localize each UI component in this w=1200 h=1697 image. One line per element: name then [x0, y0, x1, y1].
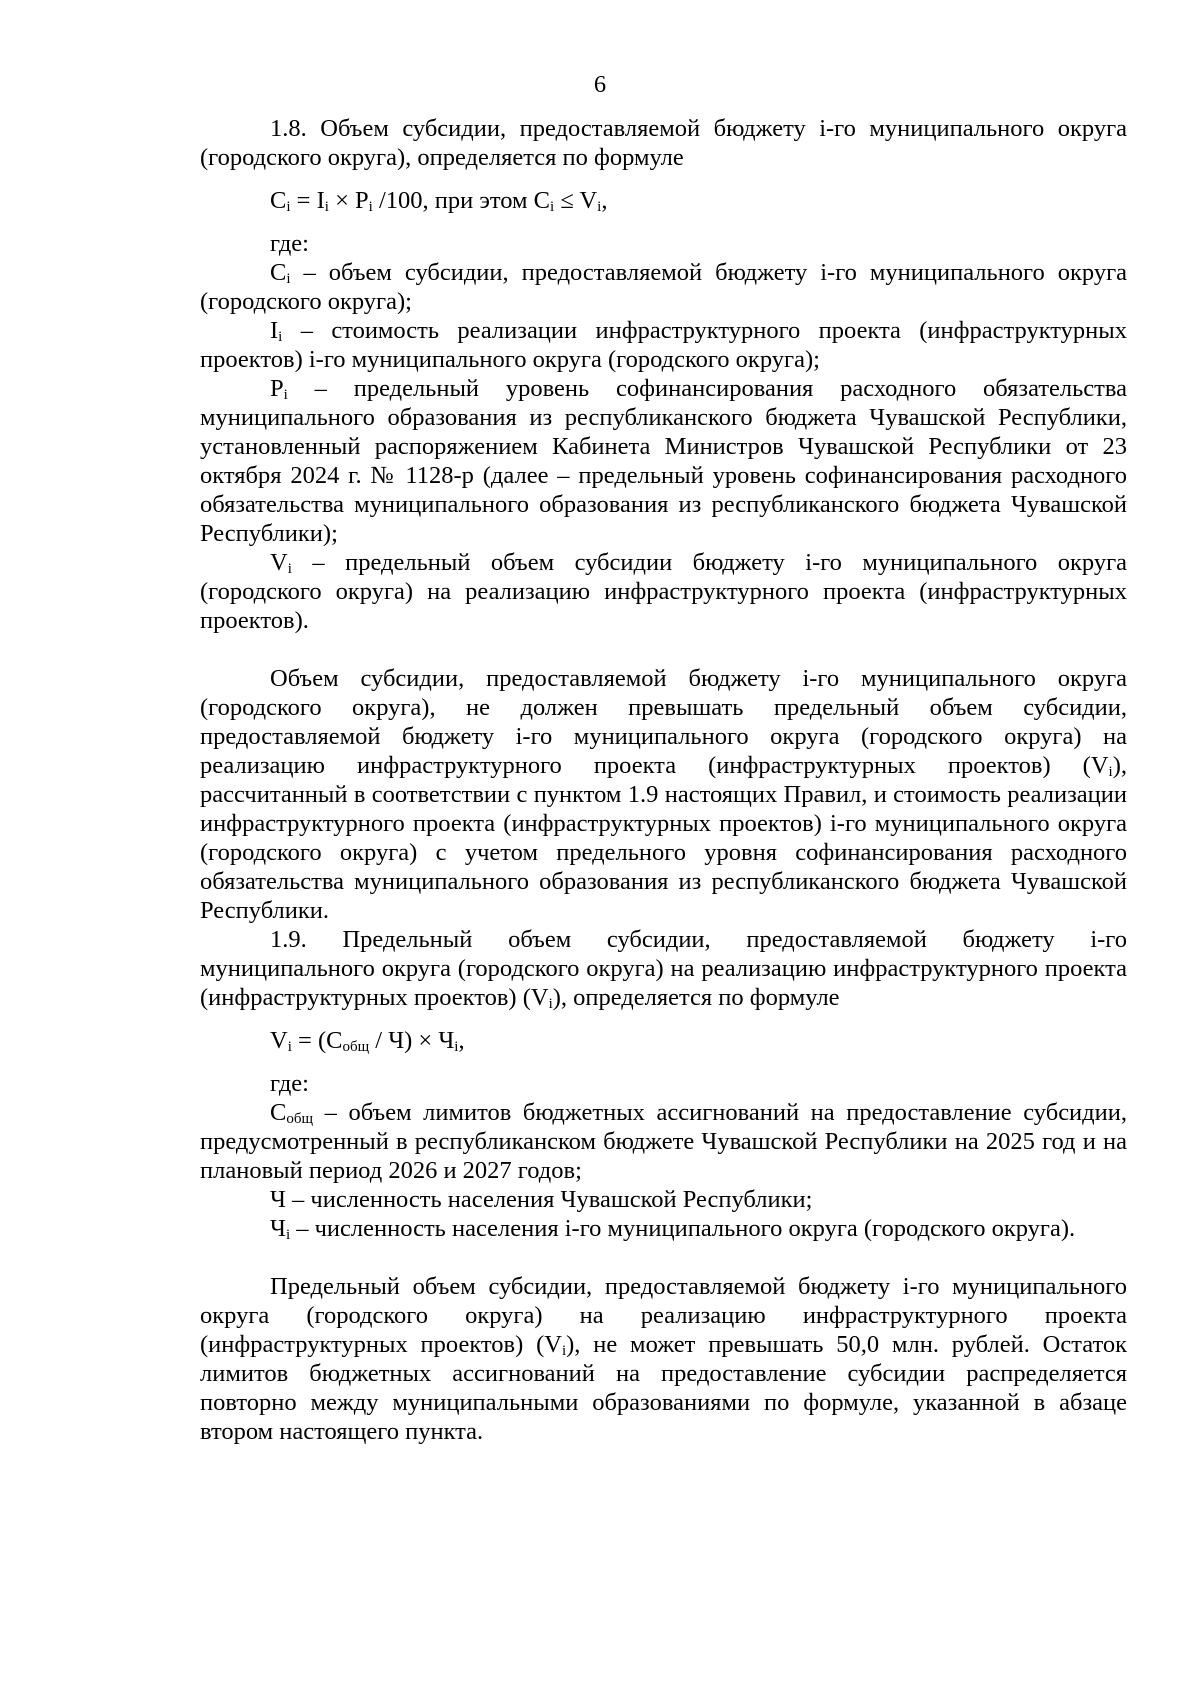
section-1-8-paragraph-2: Объем субсидии, предоставляемой бюджету i-го муниципального округа (городского округа), не должен превышать предельный объем субсидии, предоставляемой бюджету i-го муниципального округа (городского округа) на реализацию инфраструктурного проекта (инфраструктурных проектов) $(V_i)$, рассчитанный в соответствии с пунктом 1.9 настоящих Правил, и стоимость реализации инфраструктурного проекта (инфраструктурных проектов) i-го муниципального округа (городского округа) с учетом предельного уровня софинансирования расходного обязательства муниципального образования из республиканского бюджета Чувашской Республики.	[200, 665, 1127, 924]
where-label-1: где:	[270, 230, 309, 257]
definition-i-i: $I_i$ – стоимость реализации инфраструктурного проекта (инфраструктурных проектов) i-го муниципального округа (городского округа);	[200, 317, 1127, 373]
page-number: 6	[593, 71, 607, 98]
section-1-9-intro: 1.9. Предельный объем субсидии, предоставляемой бюджету i-го муниципального округа (городского округа) на реализацию инфраструктурного проекта (инфраструктурных проектов) $(V_i)$, определяется по формуле	[200, 926, 1127, 1012]
formula-v-i: $V_i = (C_{общ} / Ч) \times Ч_i$,	[270, 1027, 465, 1055]
definition-p-i: $P_i$ – предельный уровень софинансирования расходного обязательства муниципального образования из республиканского бюджета Чувашской Республики, установленный распоряжением Кабинета Министров Чувашской Республики от 23 октября 2024 г. № 1128-р (далее – предельный уровень софинансирования расходного обязательства муниципального образования из республиканского бюджета Чувашской Республики);	[200, 375, 1127, 547]
document-body	[200, 114, 1127, 1446]
definition-v-i: $V_i$ – предельный объем субсидии бюджету i-го муниципального округа (городского округа) на реализацию инфраструктурного проекта (инфраструктурных проектов).	[200, 549, 1127, 634]
where-label-2: где:	[270, 1070, 309, 1097]
definition-ch-i: $Ч_i$ – численность населения i-го муниципального округа (городского округа).	[270, 1215, 1076, 1243]
definition-c-obsch: $C_{общ}$ – объем лимитов бюджетных ассигнований на предоставление субсидии, предусмотренный в республиканском бюджете Чувашской Республики на 2025 год и на плановый период 2026 и 2027 годов;	[200, 1099, 1127, 1184]
section-1-9-paragraph-2: Предельный объем субсидии, предоставляемой бюджету i-го муниципального округа (городского округа) на реализацию инфраструктурного проекта (инфраструктурных проектов) $(V_i)$, не может превышать 50,0 млн. рублей. Остаток лимитов бюджетных ассигнований на предоставление субсидии распределяется повторно между муниципальными образованиями по формуле, указанной в абзаце втором настоящего пункта.	[200, 1273, 1127, 1445]
definition-c-i: $C_i$ – объем субсидии, предоставляемой бюджету i-го муниципального округа (городского округа);	[200, 259, 1127, 315]
section-1-8-intro: 1.8. Объем субсидии, предоставляемой бюджету i-го муниципального округа (городского округа), определяется по формуле	[200, 115, 1127, 171]
definition-ch: Ч – численность населения Чувашской Республики;	[270, 1186, 813, 1213]
formula-c-i: $C_i = I_i \times P_i$ /100, при этом $C_i \le V_i$,	[270, 187, 608, 215]
